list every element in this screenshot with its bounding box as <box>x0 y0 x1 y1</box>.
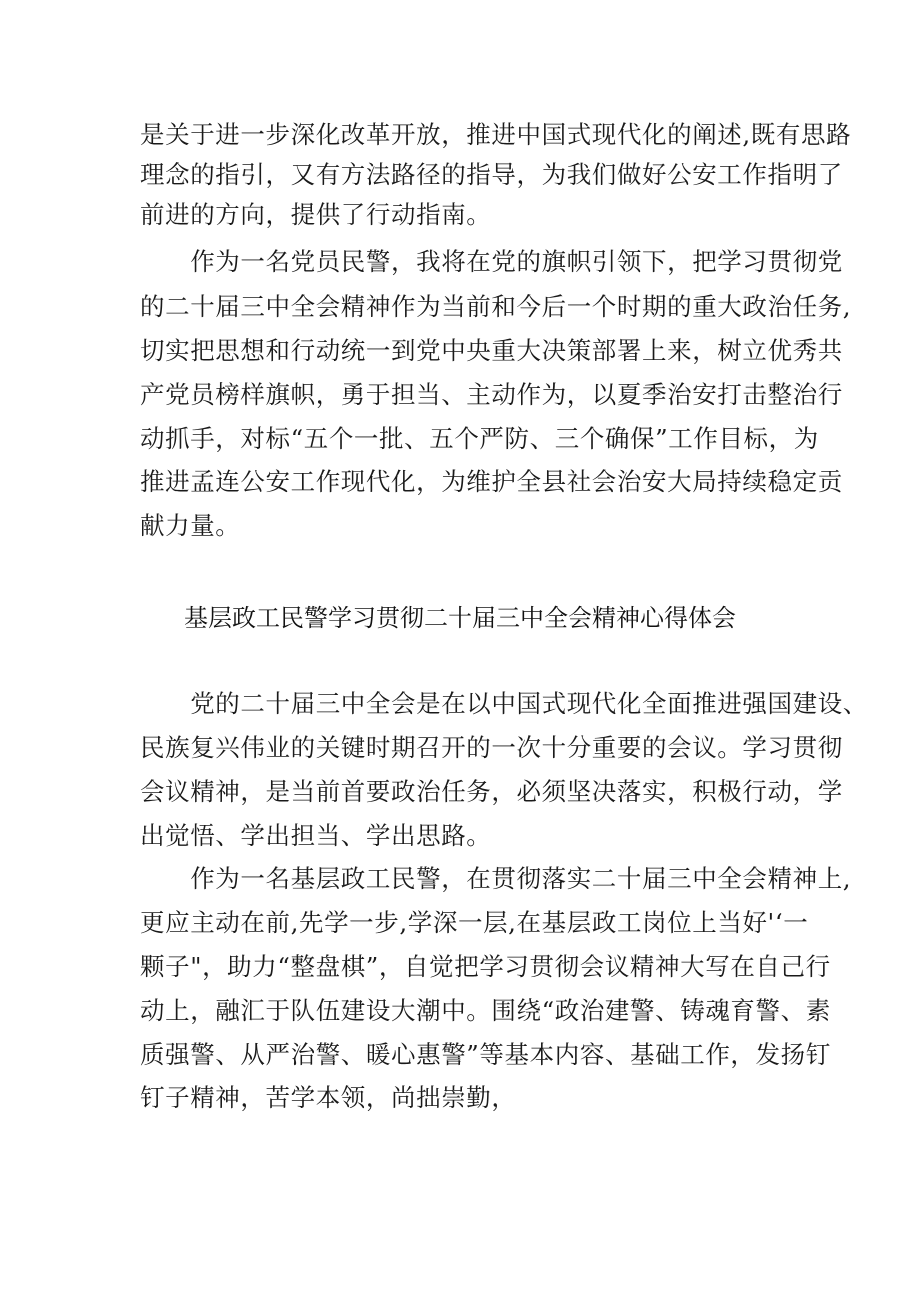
paragraph-line: 作为一名基层政工民警，在贯彻落实二十届三中全会精神上, <box>140 864 852 893</box>
paragraph-line: 献力量。 <box>140 511 241 540</box>
paragraph-line: 出觉悟、学出担当、学出思路。 <box>140 821 492 850</box>
paragraph-line: 动抓手，对标“五个一批、五个严防、三个确保”工作目标，为 <box>140 424 819 453</box>
paragraph-line: 产党员榜样旗帜，勇于担当、主动作为，以夏季治安打击整治行 <box>140 380 843 409</box>
paragraph-line: 切实把思想和行动统一到党中央重大决策部署上来，树立优秀共 <box>140 336 843 365</box>
paragraph-line: 理念的指引，又有方法路径的指导，为我们做好公安工作指明了 <box>140 160 843 189</box>
paragraph-line: 的二十届三中全会精神作为当前和今后一个时期的重大政治任务, <box>140 292 852 321</box>
paragraph-line: 质强警、从严治警、暖心惠警”等基本内容、基础工作，发扬钉 <box>140 1040 831 1069</box>
paragraph-line: 作为一名党员民警，我将在党的旗帜引领下，把学习贯彻党 <box>140 247 843 276</box>
paragraph-line: 党的二十届三中全会是在以中国式现代化全面推进强国建设、 <box>140 689 868 718</box>
paragraph-line: 钉子精神，苦学本领，尚拙崇勤， <box>140 1083 517 1112</box>
paragraph-line: 会议精神，是当前首要政治任务，必须坚决落实，积极行动，学 <box>140 777 843 806</box>
paragraph-line: 民族复兴伟业的关键时期召开的一次十分重要的会议。学习贯彻 <box>140 733 843 762</box>
paragraph-line: 是关于进一步深化改革开放，推进中国式现代化的阐述,既有思路 <box>140 120 852 149</box>
paragraph-line: 动上，融汇于队伍建设大潮中。围绕“政治建警、铸魂育警、素 <box>140 996 831 1025</box>
paragraph-line: 前进的方向，提供了行动指南。 <box>140 200 492 229</box>
section-heading: 基层政工民警学习贯彻二十届三中全会精神心得体会 <box>184 604 736 632</box>
paragraph-line: 推进孟连公安工作现代化，为维护全县社会治安大局持续稳定贡 <box>140 467 843 496</box>
paragraph-line: 颗子"，助力“整盘棋”，自觉把学习贯彻会议精神大写在自己行 <box>140 952 831 981</box>
paragraph-line: 更应主动在前,先学一步,学深一层,在基层政工岗位上当好'‘一 <box>140 908 809 937</box>
